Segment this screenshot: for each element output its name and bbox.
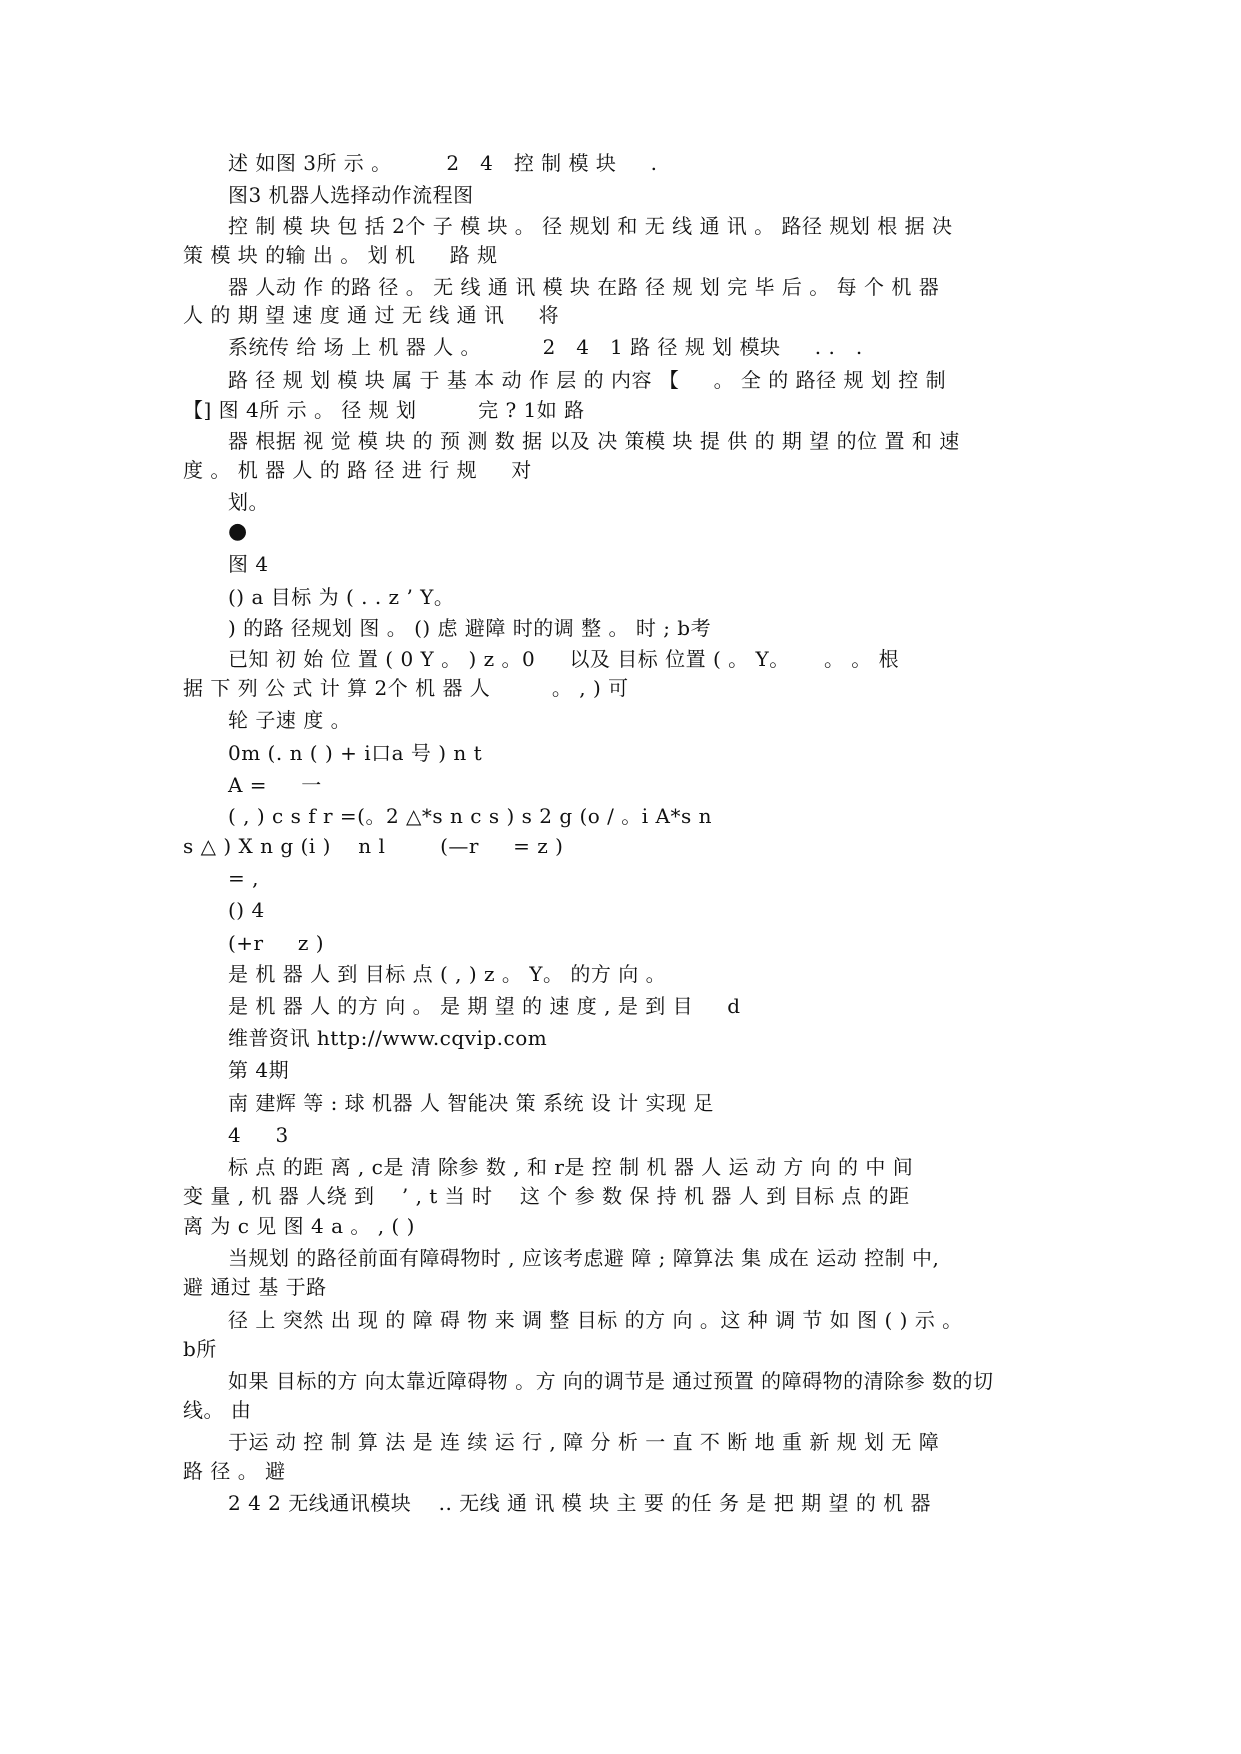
text-line: 轮 子速 度 。 [228, 708, 352, 732]
text-line: 【] 图 4所 示 。 径 规 划 完 ? 1如 路 [183, 398, 585, 422]
text-line: 于运 动 控 制 算 法 是 连 续 运 行 , 障 分 析 一 直 不 断 地 重 新 规 划 无 障 [228, 1430, 940, 1454]
text-line: 路 径 规 划 模 块 属 于 基 本 动 作 层 的 内容 【 。 全 的 路径 规 划 控 制 [228, 368, 947, 392]
text-line: 已知 初 始 位 置 ( 0 Y 。 ) z 。0 以及 目标 位置 ( 。 Y。 。 。 根 [228, 647, 900, 671]
text-line: b所 [183, 1337, 217, 1361]
text-line: 避 通过 基 于路 [183, 1275, 327, 1299]
formula-line: (+r z ) [228, 931, 325, 955]
text-line: 标 点 的距 离 , c是 清 除参 数 , 和 r是 控 制 机 器 人 运 动 方 向 的 中 间 [228, 1155, 914, 1179]
text-line: 线。 由 [183, 1398, 252, 1422]
text-line: 人 的 期 望 速 度 通 过 无 线 通 讯 将 [183, 303, 560, 327]
issue-number: 第 4期 [228, 1058, 290, 1082]
text-line: 述 如图 3所 示 。 2 4 控 制 模 块 . [228, 151, 658, 175]
text-line: 器 人动 作 的路 径 。 无 线 通 讯 模 块 在路 径 规 划 完 毕 后 。 每 个 机 器 [228, 275, 940, 299]
text-line: () a 目标 为 ( . . z ’ Y。 [228, 585, 455, 609]
text-line: 控 制 模 块 包 括 2个 子 模 块 。 径 规划 和 无 线 通 讯 。 路径 规划 根 据 决 [228, 214, 953, 238]
text-line: 划。 [228, 490, 269, 514]
section-heading: 2 4 2 无线通讯模块 .. 无线 通 讯 模 块 主 要 的任 务 是 把 期 望 的 机 器 [228, 1491, 932, 1515]
text-line: 是 机 器 人 到 目标 点 ( , ) z 。 Y。 的方 向 。 [228, 962, 667, 986]
page-number: 4 3 [228, 1123, 289, 1147]
formula-line: 0m (. n ( ) + i口a 号 ) n t [228, 741, 483, 765]
text-line: 度 。 机 器 人 的 路 径 进 行 规 对 [183, 458, 532, 482]
text-line: 据 下 列 公 式 计 算 2个 机 器 人 。 , ) 可 [183, 676, 629, 700]
section-heading: 系统传 给 场 上 机 器 人 。 2 4 1 路 径 规 划 模块 . . . [228, 335, 863, 359]
text-line: ) 的路 径规划 图 。 () 虑 避障 时的调 整 。 时 ; b考 [228, 616, 712, 640]
text-line: 如果 目标的方 向太靠近障碍物 。方 向的调节是 通过预置 的障碍物的清除参 数的切 [228, 1369, 994, 1393]
text-line: 路 径 。 避 [183, 1459, 286, 1483]
formula-line: ( , ) c s f r =(。2 △*s n c s ) s 2 g (o / 。i A*s n [228, 804, 712, 828]
formula-line: s △ ) X n g (i ) n l (—r = z ) [183, 834, 564, 858]
figure-caption: 图 4 [228, 552, 269, 576]
text-line: 是 机 器 人 的方 向 。 是 期 望 的 速 度 , 是 到 目 d [228, 994, 741, 1018]
text-line: 离 为 c 见 图 4 a 。 , ( ) [183, 1214, 415, 1238]
watermark-text: 维普资讯 http://www.cqvip.com [228, 1026, 548, 1050]
text-line: 变 量 , 机 器 人绕 到 ’ , t 当 时 这 个 参 数 保 持 机 器 人 到 目标 点 的距 [183, 1184, 910, 1208]
figure-caption: 图3 机器人选择动作流程图 [228, 183, 474, 207]
running-header: 南 建辉 等 : 球 机器 人 智能决 策 系统 设 计 实现 足 [228, 1091, 714, 1115]
text-line: 器 根据 视 觉 模 块 的 预 测 数 据 以及 决 策模 块 提 供 的 期 望 的位 置 和 速 [228, 429, 960, 453]
formula-line: A = 一 [228, 773, 322, 797]
bullet-mark: ● [228, 519, 248, 544]
formula-line: = , [228, 866, 259, 890]
text-line: 策 模 块 的输 出 。 划 机 路 规 [183, 243, 498, 267]
formula-line: () 4 [228, 898, 265, 922]
text-line: 径 上 突然 出 现 的 障 碍 物 来 调 整 目标 的方 向 。这 种 调 节 如 图 ( ) 示 。 [228, 1308, 963, 1332]
text-line: 当规划 的路径前面有障碍物时 , 应该考虑避 障 ; 障算法 集 成在 运动 控制 中, [228, 1246, 940, 1270]
